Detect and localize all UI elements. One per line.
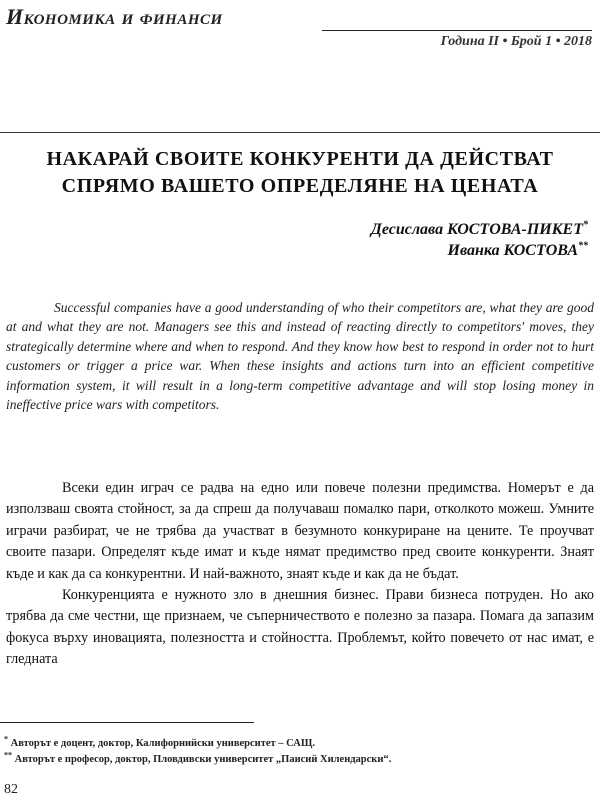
- author-name: Десислава КОСТОВА-ПИКЕТ: [370, 221, 583, 238]
- page-number: 82: [4, 782, 18, 797]
- title-divider: [0, 132, 600, 133]
- footnote-mark: **: [4, 750, 12, 760]
- journal-name: Икономика и финанси: [6, 4, 223, 29]
- abstract: Successful companies have a good understanding of who their competitors are, what they are good at and what they are not. Managers see this and instead of reacting directly to competitors' moves, they strategically determine where and when to respond. And they know how best to respond in order not to hurt customers or trigger a price war. When these insights and actions turn into an efficient competitive information system, it will result in a long-term competitive advantage and will stop losing money in ineffective price wars with competitors.: [6, 300, 594, 413]
- footnote-divider: [0, 722, 254, 723]
- article-title-line-1: НАКАРАЙ СВОИТЕ КОНКУРЕНТИ ДА ДЕЙСТВАТ: [46, 148, 554, 170]
- footnote-marker: *: [583, 219, 588, 231]
- header-rule: [322, 30, 592, 31]
- footnote-marker: **: [578, 240, 588, 252]
- footnote-text: Авторът е доцент, доктор, Калифорнийски университет – САЩ.: [10, 738, 315, 749]
- author-1: [371, 219, 588, 240]
- article-body: [6, 478, 594, 671]
- author-name: Иванка КОСТОВА: [447, 242, 578, 259]
- article-title: [20, 146, 580, 200]
- body-paragraph: Конкуренцията е нужното зло в днешния бизнес. Прави бизнеса потруден. Но ако трябва да сме честни, ще признаем, че съперничеството е полезно за пазара. Помага да запазим фокуса върху иновацията, полезността и стойността. Проблемът, който повечето от нас имат, е гледната: [6, 587, 594, 668]
- body-paragraph: Всеки един играч се радва на едно или повече полезни предимства. Номерът е да използваш своята стойност, за да спреш да получаваш помалко пари, отколкото можеш. Умните играчи разбират, че не трябва да участват в безумното конкуриране на цените. Те проучват своите пазари. Определят къде имат и къде нямат предимство пред своите конкуренти. Знаят къде и как да са конкурентни. И най-важното, знаят къде и как да не бъдат.: [6, 480, 594, 582]
- author-list: [371, 219, 588, 261]
- footnotes: [4, 736, 594, 768]
- footnote-1: [4, 736, 594, 752]
- footnote-mark: *: [4, 734, 8, 744]
- article-title-line-2: СПРЯМО ВАШЕТО ОПРЕДЕЛЯНЕ НА ЦЕНАТА: [61, 175, 539, 197]
- issue-info: Година II • Брой 1 • 2018: [440, 34, 592, 49]
- footnote-text: Авторът е професор, доктор, Пловдивски университет „Паисий Хилендарски“.: [14, 754, 392, 765]
- author-2: [371, 240, 588, 261]
- footnote-2: [4, 752, 594, 768]
